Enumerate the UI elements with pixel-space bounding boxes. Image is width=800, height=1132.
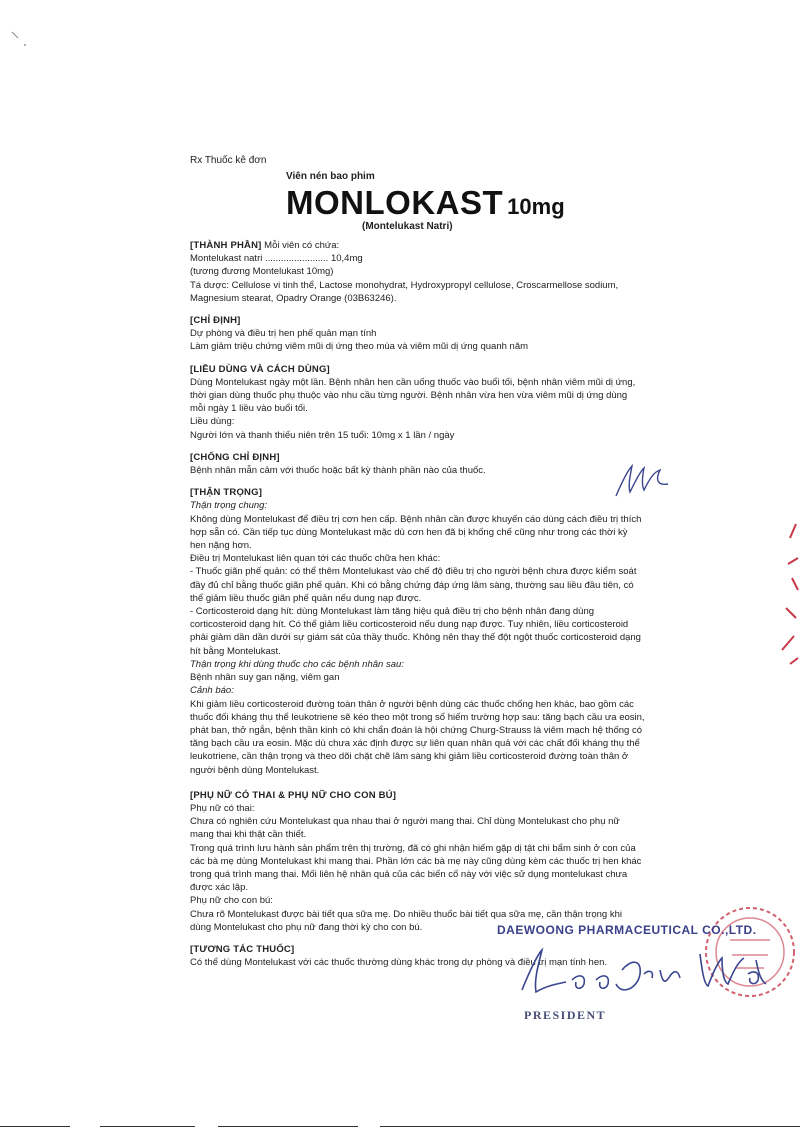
dosage-form: Viên nén bao phim [286,171,375,182]
lactation-line: Chưa rõ Montelukast được bài tiết qua sữa mẹ. Do nhiều thuốc bài tiết qua sữa mẹ, cần thận trọng khi dùng Montelukast cho phụ nữ đang thời kỳ cho con bú. [190,908,622,933]
pregnancy-line: Trong quá trình lưu hành sản phẩm trên thị trường, đã có ghi nhận hiếm gặp dị tật chi bẩm sinh ở con của các bà mẹ dùng Montelukast khi mang thai. Phần lớn các bà mẹ này cũng dùng kèm các thuốc trị hen khác trong quá trình mang thai. Mối liên hệ nhân quả của các biến cố này với việc sử dụng montelukast chưa được xác lập. [190,842,642,894]
heading-contraindications: [CHỐNG CHỈ ĐỊNH] [190,451,280,463]
precautions-general-label: Thận trọng chung: [190,500,268,512]
heading-interactions: [TƯƠNG TÁC THUỐC] [190,943,295,955]
heading-pregnancy: [PHỤ NỮ CÓ THAI & PHỤ NỮ CHO CON BÚ] [190,789,397,801]
composition-line: (tương đương Montelukast 10mg) [190,266,334,278]
president-title: PRESIDENT [524,1008,607,1022]
initials-signature [612,462,672,502]
product-title [286,186,565,219]
composition-line: Tá dược: Cellulose vi tinh thể, Lactose monohydrat, Hydroxypropyl cellulose, Croscarmellose sodium, Magnesium stearat, Opadry Orange (03B63246). [190,279,619,304]
precautions-special-label: Thận trọng khi dùng thuốc cho các bệnh nhân sau: [190,658,404,670]
heading-precautions: [THẬN TRỌNG] [190,487,263,499]
interaction-line: Có thể dùng Montelukast với các thuốc thường dùng khác trong dự phòng và điều trị mạn tính hen. [190,957,608,969]
scan-corner-mark [10,30,30,50]
generic-name: (Montelukast Natri) [362,221,453,232]
dosage-line: Dùng Montelukast ngày một lần. Bệnh nhân hen cần uống thuốc vào buổi tối, bệnh nhân viêm mũi dị ứng, thời gian dùng thuốc phụ thuộc vào nhu cầu từng người. Bệnh nhân vừa hen vừa viêm mũi dị ứng dùng mỗi ngày 1 liều vào buổi tối. [190,376,636,415]
precaution-line: - Corticosteroid dạng hít: dùng Montelukast làm tăng hiệu quả điều trị cho bệnh nhân đang dùng corticosteroid dạng hít. Có thể giảm liều corticosteroid nếu dung nạp được. Tuy nhiên, liều corticosteroid phải giảm dần dần dưới sự giám sát của thầy thuốc. Không nên thay thế đột ngột thuốc corticosteroid dạng hít bằng Montelukast. [190,606,641,657]
dosage-line: Người lớn và thanh thiếu niên trên 15 tuổi: 10mg x 1 lần / ngày [190,429,455,441]
precaution-line: - Thuốc giãn phế quản: có thể thêm Montelukast vào chế độ điều trị cho người bệnh chưa được kiểm soát đầy đủ chỉ bằng thuốc giãn phế quản. Khi có bằng chứng đáp ứng lâm sàng, thường sau liều đầu tiên, có thể giảm liều thuốc giãn phế quản nếu dung nạp được. [190,566,637,604]
precautions-special-line: Bệnh nhân suy gan nặng, viêm gan [190,672,340,684]
heading-indications: [CHỈ ĐỊNH] [190,315,241,327]
scan-line [0,1126,70,1127]
pregnancy-line: Chưa có nghiên cứu Montelukast qua nhau thai ở người mang thai. Chỉ dùng Montelukast cho phụ nữ mang thai khi thật cần thiết. [190,816,620,841]
warning-line: Khi giảm liều corticosteroid đường toàn thân ở người bệnh dùng các thuốc chống hen khác, bao gồm các thuốc đối kháng thụ thể leukotriene sẽ kéo theo một trong số hiếm trường hợp sau: tăng bạch cầu ưa eosin, phát ban, thở ngắn, bệnh thần kinh có khi chẩn đoán là hội chứng Churg-Strauss là viêm mạch hệ thống có tăng bạch cầu ưa eosin. Mặc dù chưa xác định được sự liên quan nhân quả với các chất đối kháng thụ thể leukotriene, cần thận trọng và theo dõi chặt chẽ lâm sàng khi giảm liều corticosteroid đường toàn thân ở người bệnh dùng Montelukast. [190,698,645,776]
president-signature [512,940,772,1010]
indication-line: Dự phòng và điều trị hen phế quản mạn tính [190,328,377,340]
pregnancy-label: Phụ nữ có thai: [190,802,255,814]
precaution-line: Điều trị Montelukast liên quan tới các thuốc chữa hen khác: [190,553,441,565]
scan-line [380,1126,800,1127]
scan-line [100,1126,195,1127]
section-composition [190,239,645,305]
strength: 10mg [507,194,565,219]
heading-composition: [THÀNH PHẦN] [190,240,262,251]
company-name: DAEWOONG PHARMACEUTICAL CO.,LTD. [497,923,757,937]
scan-line [218,1126,358,1127]
lactation-label: Phụ nữ cho con bú: [190,895,273,907]
rx-label: Rx Thuốc kê đơn [190,155,267,166]
warning-label: Cảnh báo: [190,685,234,697]
contraindication-line: Bệnh nhân mẫn cảm với thuốc hoặc bất kỳ thành phần nào của thuốc. [190,465,486,477]
indication-line: Làm giảm triệu chứng viêm mũi dị ứng theo mùa và viêm mũi dị ứng quanh năm [190,341,529,353]
composition-intro: Mỗi viên có chứa: [264,240,340,251]
precaution-line: Không dùng Montelukast để điều trị cơn hen cấp. Bệnh nhân cần được khuyến cáo dùng cách điều trị thích hợp sẵn có. Cần tiếp tục dùng Montelukast mặc dù cơn hen đã bị khống chế cũng như trong các thời kỳ hen nặng hơn. [190,513,642,552]
dosage-line: Liều dùng: [190,416,235,428]
stamp-fragment-right [768,518,800,668]
brand-name: MONLOKAST [286,184,504,221]
composition-line: Montelukast natri ........................ 10,4mg [190,253,363,265]
leaflet-body [190,239,645,969]
heading-dosage: [LIỀU DÙNG VÀ CÁCH DÙNG] [190,363,330,375]
